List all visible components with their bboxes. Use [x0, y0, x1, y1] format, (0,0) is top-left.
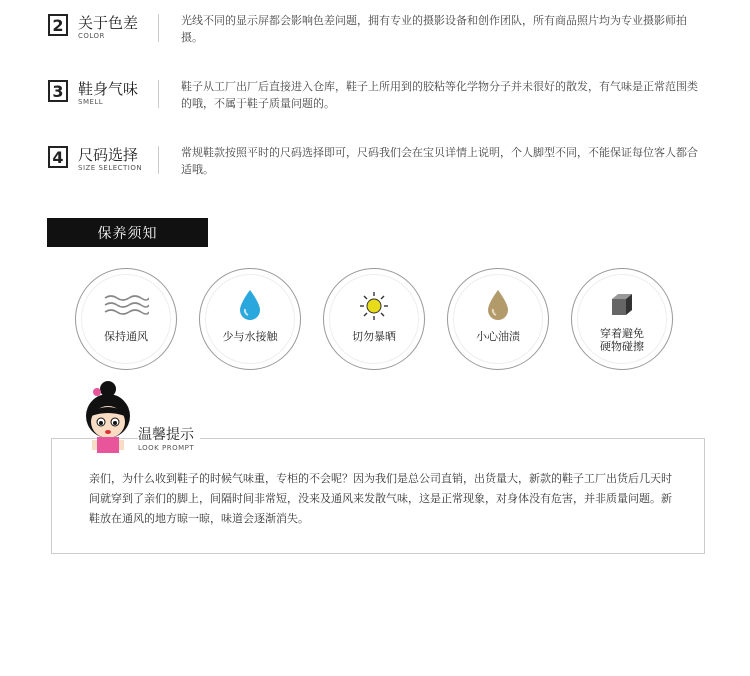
notes-list: [48, 10, 708, 200]
care-label: 穿着避免 硬物碰擦: [600, 327, 644, 353]
cube-icon: [608, 291, 636, 319]
sun-icon: [359, 291, 389, 321]
divider: [158, 146, 159, 174]
divider: [158, 14, 159, 42]
prompt-box: [51, 438, 705, 554]
note-color: [48, 10, 708, 68]
note-subtitle: SMELL: [78, 98, 104, 106]
note-number: 4: [48, 146, 68, 168]
water-drop-icon: [238, 289, 262, 321]
wind-icon: [103, 293, 149, 319]
note-title: 关于色差: [78, 14, 139, 32]
note-smell: [48, 76, 708, 134]
note-title: 尺码选择: [78, 146, 139, 164]
note-number: 3: [48, 80, 68, 102]
care-label: 小心油渍: [476, 330, 520, 343]
care-item-oil: [447, 268, 549, 370]
prompt-subtitle: LOOK PROMPT: [138, 444, 200, 452]
prompt-text: 亲们，为什么收到鞋子的时候气味重，专柜的不会呢？因为我们是总公司直销，出货量大，新款的鞋子工厂出货后几天时间就穿到了亲们的脚上，间隔时间非常短，没来及通风来发散气味，这是正常现象，对身体没有危害，并非质量问题。新鞋放在通风的地方晾一晾，味道会逐渐消失。: [89, 472, 672, 525]
cartoon-girl-icon: [78, 380, 138, 456]
note-text: 光线不同的显示屏都会影响色差问题，拥有专业的摄影设备和创作团队，所有商品照片均为专业摄影师拍摄。: [181, 14, 687, 44]
care-item-ventilate: [75, 268, 177, 370]
oil-drop-icon: [486, 289, 510, 321]
note-subtitle: SIZE SELECTION: [78, 164, 143, 172]
prompt-title: 温馨提示: [138, 424, 200, 444]
note-size: [48, 142, 708, 200]
divider: [158, 80, 159, 108]
note-title: 鞋身气味: [78, 80, 139, 98]
care-item-water: [199, 268, 301, 370]
care-label: 少与水接触: [222, 330, 278, 343]
care-label: 保持通风: [104, 330, 148, 343]
note-text: 鞋子从工厂出厂后直接进入仓库，鞋子上所用到的胶粘等化学物分子并未很好的散发，有气味是正常范围类的哦，不属于鞋子质量问题的。: [181, 80, 698, 110]
care-header: 保养须知: [47, 218, 208, 247]
care-icons: [75, 268, 685, 374]
note-number: 2: [48, 14, 68, 36]
care-item-scratch: [571, 268, 673, 370]
note-subtitle: COLOR: [78, 32, 105, 40]
care-label: 切勿暴晒: [352, 330, 396, 343]
care-item-sun: [323, 268, 425, 370]
note-text: 常规鞋款按照平时的尺码选择即可，尺码我们会在宝贝详情上说明，个人脚型不同，不能保证每位客人都合适哦。: [181, 146, 698, 176]
